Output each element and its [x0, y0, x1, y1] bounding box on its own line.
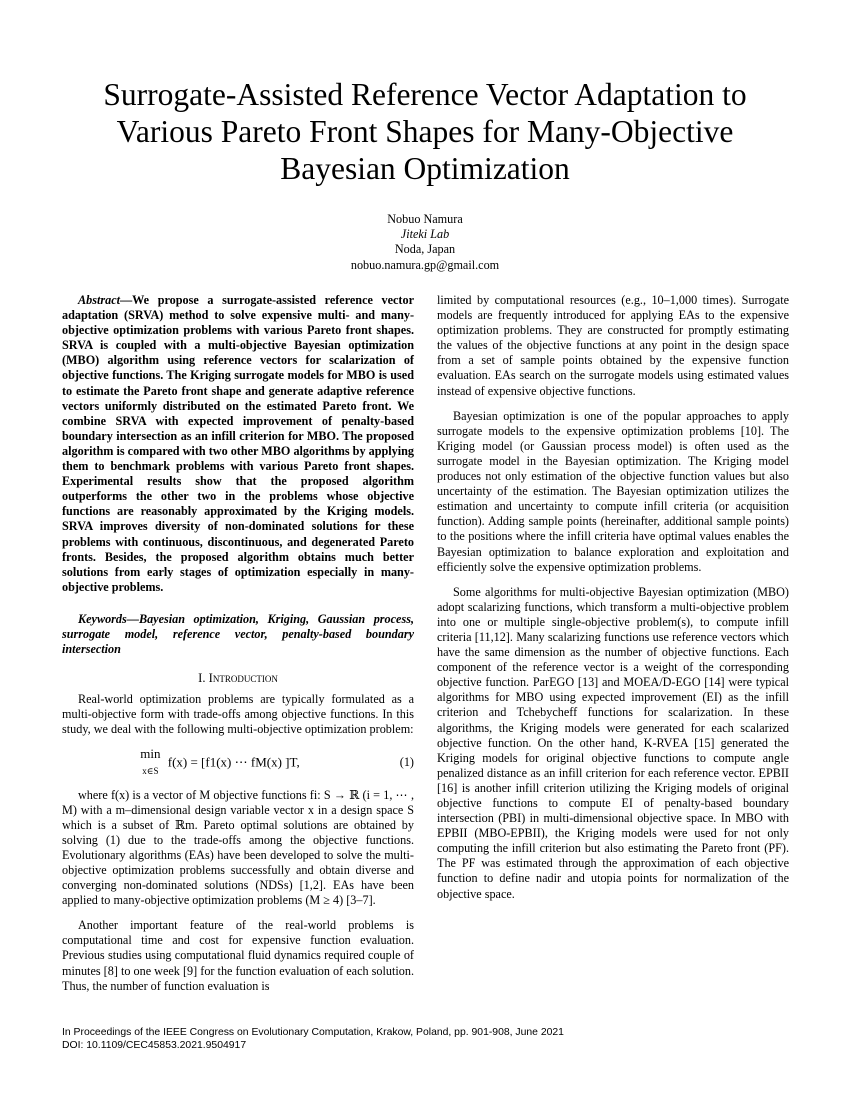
keywords: Keywords—Bayesian optimization, Kriging, Gaussian process, surrogate model, reference vector, penalty-based boundary intersection	[62, 611, 414, 657]
intro-paragraph-4: limited by computational resources (e.g., 10–1,000 times). Surrogate models are frequently introduced for applying EAs to the expensive optimization problems. They are constructed for promptly estimating the values of the objective functions at any point in the design space from a set of sample points obtained by the expensive function evaluation. EAs search on the surrogate models using estimated values instead of expensive objective functions.	[437, 293, 789, 398]
equation-1	[62, 748, 414, 778]
intro-paragraph-3: Another important feature of the real-world problems is computational time and cost for expensive function evaluation. Previous studies using computational fluid dynamics required couple of minutes [8] to one week [9] for the function evaluation of each solution. Thus, the number of function evaluation is	[62, 918, 414, 993]
equation-body	[62, 746, 378, 778]
footer-citation: In Proceedings of the IEEE Congress on Evolutionary Computation, Krakow, Poland, pp. 901-908, June 2021	[62, 1027, 564, 1038]
paper-title: Surrogate-Assisted Reference Vector Adaptation to Various Pareto Front Shapes for Many-Objective Bayesian Optimization	[103, 77, 747, 186]
intro-paragraph-6: Some algorithms for multi-objective Bayesian optimization (MBO) adopt scalarizing functions, which transform a multi-objective problem into one or multiple single-objective problem(s), to compute infill criteria [11,12]. Many scalarizing functions use reference vectors which have the same dimension as the number of objective functions. Each component of the reference vector is a weight of the corresponding objective function. ParEGO [13] and MOEA/D-EGO [14] were typical algorithms for MBO using expected improvement (EI) as the infill criterion and Tchebycheff functions for scalarization. In these algorithms, the Kriging models were generated for each scalarized objective function. On the other hand, K-RVEA [15] generated the Kriging models for original objective functions to compute angle penalized distance as an infill criterion for each reference vector. EPBII [16] is another infill criterion utilizing the Kriging models of original objective functions to compute EI of penalty-based boundary intersection (PBI) in multi-dimensional objective space. In MBO with EPBII (MBO-EPBII), the Kriging models were used for not only computing the infill criterion but also estimating the Pareto front (PF). The PF was estimated through the approximation of each objective function to define nadir and utopia points for normalization of the objective space.	[437, 584, 789, 901]
intro-paragraph-5: Bayesian optimization is one of the popular approaches to apply surrogate models to the expensive optimization problems [10]. The Kriging model (or Gaussian process model) is often used as the surrogate model in the Bayesian optimization. The Kriging model produces not only estimation of the objective function values but also uncertainty of the estimation. The Bayesian optimization utilizes the estimation and uncertainty to compute infill criteria (or acquisition function). Adding sample points (hereinafter, additional sample points) to the positions where the infill criteria have optimal values enables the Bayesian optimization to balance exploration and exploitation and efficiently solve the expensive optimization problems.	[437, 408, 789, 574]
intro-paragraph-2: where f(x) is a vector of M objective functions fi: S → ℝ (i = 1, ⋯ , M) with a m–dimensional design variable vector x in a design space S which is a subset of ℝm. Pareto optimal solutions are obtained by solving (1) due to the trade-offs among the objective functions. Evolutionary algorithms (EAs) have been developed to solve the multi-objective optimization problems successfully and obtain diverse and converging non-dominated solutions (NDSs) [1,2]. EAs have been applied to many-objective optimization problems (M ≥ 4) [3–7].	[62, 787, 414, 908]
author-block	[225, 212, 625, 273]
abstract-label: Abstract	[78, 293, 120, 307]
abstract-text: —We propose a surrogate-assisted reference vector adaptation (SRVA) method to solve expensive multi- and many-objective optimization problems with various Pareto front shapes. SRVA is coupled with a multi-objective Bayesian optimization (MBO) algorithm using reference vectors for scalarization of objective functions. The Kriging surrogate models for MBO is used to estimate the Pareto front shape and generate adaptive reference vectors uniformly distributed on the estimated Pareto front. We combine SRVA with expected improvement of penalty-based boundary intersection as an infill criterion for MBO. The proposed algorithm is compared with two other MBO algorithms by applying them to benchmark problems with various Pareto front shapes. Experimental results show that the proposed algorithm outperforms the other two in the problems whose objective functions are reasonably approximated by the Kriging models. SRVA improves diversity of non-dominated solutions for these problems with continuous, discontinuous, and degenerated Pareto fronts. Besides, the proposed algorithm obtains much better solutions from early stages of optimization especially in many-objective problems.	[62, 293, 414, 594]
intro-paragraph-1: Real-world optimization problems are typically formulated as a multi-objective form with trade-offs among objective functions. In this study, we deal with the following multi-objective optimization problem:	[62, 692, 414, 737]
author-location: Noda, Japan	[394, 242, 456, 257]
author-name: Nobuo Namura	[387, 212, 463, 226]
right-column	[437, 293, 789, 902]
author-email[interactable]: nobuo.namura.gp@gmail.com	[350, 257, 500, 272]
footer	[62, 1026, 564, 1052]
abstract	[62, 293, 414, 595]
equation-number: (1)	[399, 754, 414, 769]
footer-doi[interactable]: DOI: 10.1109/CEC45853.2021.9504917	[62, 1040, 247, 1051]
equation-operator: min	[140, 746, 161, 762]
section-heading-introduction: I. Introduction	[198, 671, 278, 686]
equation-expression: f(x) = [f1(x) ⋯ fM(x) ]T,	[167, 754, 300, 770]
left-column	[62, 293, 414, 994]
author-affiliation: Jiteki Lab	[400, 227, 450, 242]
equation-subscript: x∈S	[142, 765, 159, 776]
